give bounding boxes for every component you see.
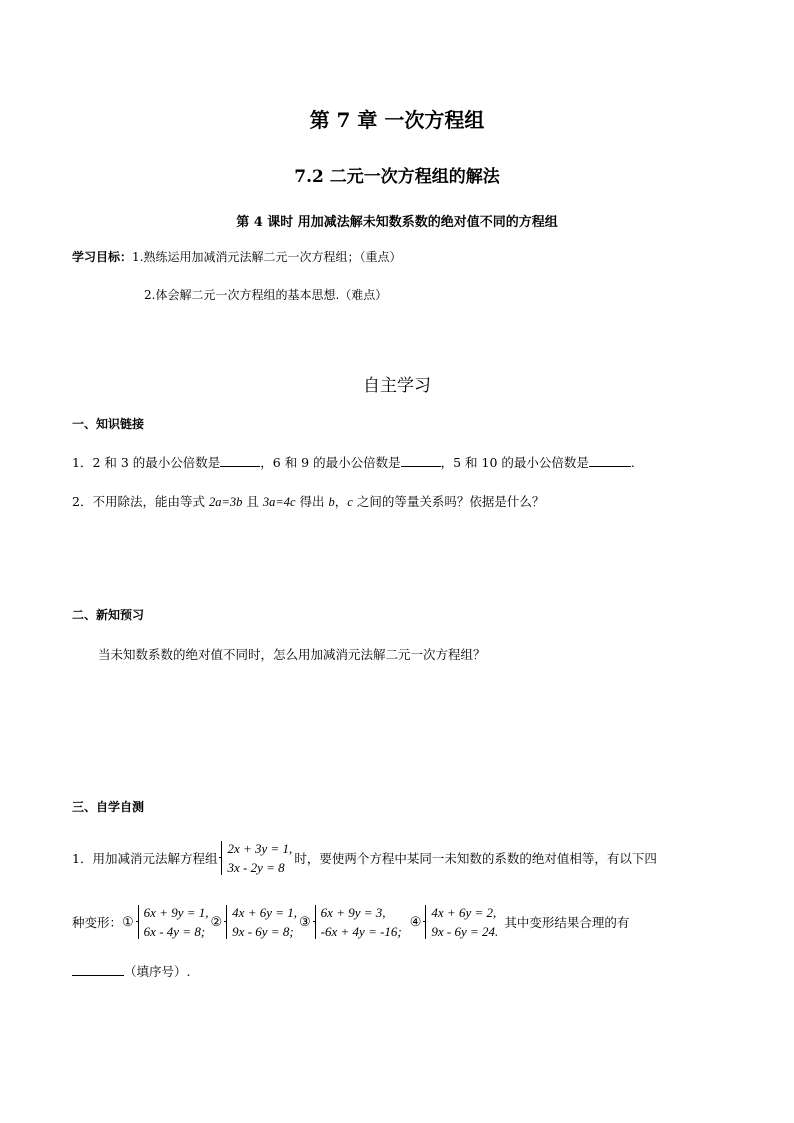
q2-var-c: c bbox=[347, 495, 353, 509]
option-3-eq-2: -6x + 4y = -16; bbox=[320, 924, 402, 939]
answer-blank-2[interactable] bbox=[401, 454, 441, 467]
option-4-eq-2: 9x - 6y = 24. bbox=[431, 924, 499, 939]
option-2-eq-1: 4x + 6y = 1, bbox=[232, 905, 298, 920]
option-1-eq-1: 6x + 9y = 1, bbox=[143, 905, 209, 920]
part3-question-1-line1 bbox=[72, 839, 657, 877]
section-title: 7.2 二元一次方程组的解法 bbox=[294, 167, 500, 187]
brace-icon bbox=[219, 839, 224, 877]
option-mark-1: ① bbox=[122, 914, 134, 930]
q3-lead: 1．用加减消元法解方程组 bbox=[72, 851, 218, 866]
objective-item-2: 2.体会解二元一次方程组的基本思想.（难点） bbox=[144, 288, 388, 302]
option-system-3 bbox=[313, 903, 402, 941]
option-3-eq-1: 6x + 9y = 3, bbox=[320, 905, 386, 920]
option-mark-2: ② bbox=[210, 914, 223, 930]
option-system-1 bbox=[136, 903, 209, 941]
brace-icon bbox=[224, 903, 229, 941]
system-eq-2: 3x - 2y = 8 bbox=[227, 860, 285, 875]
self-study-title: 自主学习 bbox=[363, 376, 431, 396]
q2-text-2: 且 bbox=[242, 494, 263, 509]
part3-question-1-line3 bbox=[72, 962, 190, 980]
brace-icon bbox=[313, 903, 318, 941]
chapter-title: 第 7 章 一次方程组 bbox=[309, 108, 485, 132]
q3-line2-lead: 种变形： bbox=[72, 915, 123, 930]
part3-title: 三、自学自测 bbox=[72, 800, 145, 814]
objectives-label: 学习目标： bbox=[72, 250, 133, 264]
part1-question-2 bbox=[72, 492, 544, 510]
q2-text-5: 之间的等量关系吗？依据是什么？ bbox=[352, 494, 545, 509]
objective-item-1: 1.熟练运用加减消元法解二元一次方程组；（重点） bbox=[132, 250, 402, 264]
objective-1 bbox=[72, 248, 401, 265]
q2-equation-1: 2a=3b bbox=[208, 495, 243, 509]
part2-question: 当未知数系数的绝对值不同时，怎么用加减消元法解二元一次方程组？ bbox=[98, 647, 486, 662]
part1-title: 一、知识链接 bbox=[72, 417, 145, 431]
answer-blank-3[interactable] bbox=[589, 454, 631, 467]
q2-text-1: 2．不用除法，能由等式 bbox=[72, 494, 209, 509]
q2-text-3: 得出 bbox=[295, 494, 329, 509]
option-mark-4: ④ bbox=[409, 914, 422, 930]
brace-icon bbox=[136, 903, 141, 941]
q1-text-2: ，6 和 9 的最小公倍数是 bbox=[260, 455, 401, 470]
brace-icon bbox=[423, 903, 428, 941]
q2-var-b: b bbox=[328, 495, 335, 509]
option-1-eq-2: 6x - 4y = 8; bbox=[143, 924, 206, 939]
part2-title: 二、新知预习 bbox=[72, 608, 145, 622]
q2-equation-2: 3a=4c bbox=[262, 495, 296, 509]
option-mark-3: ③ bbox=[299, 914, 311, 930]
option-system-4 bbox=[423, 903, 498, 941]
q1-text-3: ，5 和 10 的最小公倍数是 bbox=[440, 455, 589, 470]
part1-question-1 bbox=[72, 453, 635, 471]
q2-text-4: ， bbox=[334, 494, 348, 509]
lesson-title: 第 4 课时 用加减法解未知数系数的绝对值不同的方程组 bbox=[236, 215, 558, 230]
q1-text-4: . bbox=[630, 455, 635, 470]
option-4-eq-1: 4x + 6y = 2, bbox=[431, 905, 497, 920]
option-2-eq-2: 9x - 6y = 8; bbox=[232, 924, 294, 939]
system-eq-1: 2x + 3y = 1, bbox=[227, 841, 293, 856]
fill-hint: （填序号）. bbox=[124, 964, 191, 979]
q3-after: 时，要使两个方程中某同一未知数的系数的绝对值相等，有以下四 bbox=[294, 851, 657, 866]
original-system bbox=[219, 839, 292, 877]
q1-text-1: 1．2 和 3 的最小公倍数是 bbox=[72, 455, 221, 470]
answer-blank-4[interactable] bbox=[72, 963, 124, 976]
q3-line2-tail: 其中变形结果合理的有 bbox=[504, 915, 630, 930]
part3-question-1-line2 bbox=[72, 903, 629, 941]
option-system-2 bbox=[224, 903, 297, 941]
answer-blank-1[interactable] bbox=[220, 454, 260, 467]
